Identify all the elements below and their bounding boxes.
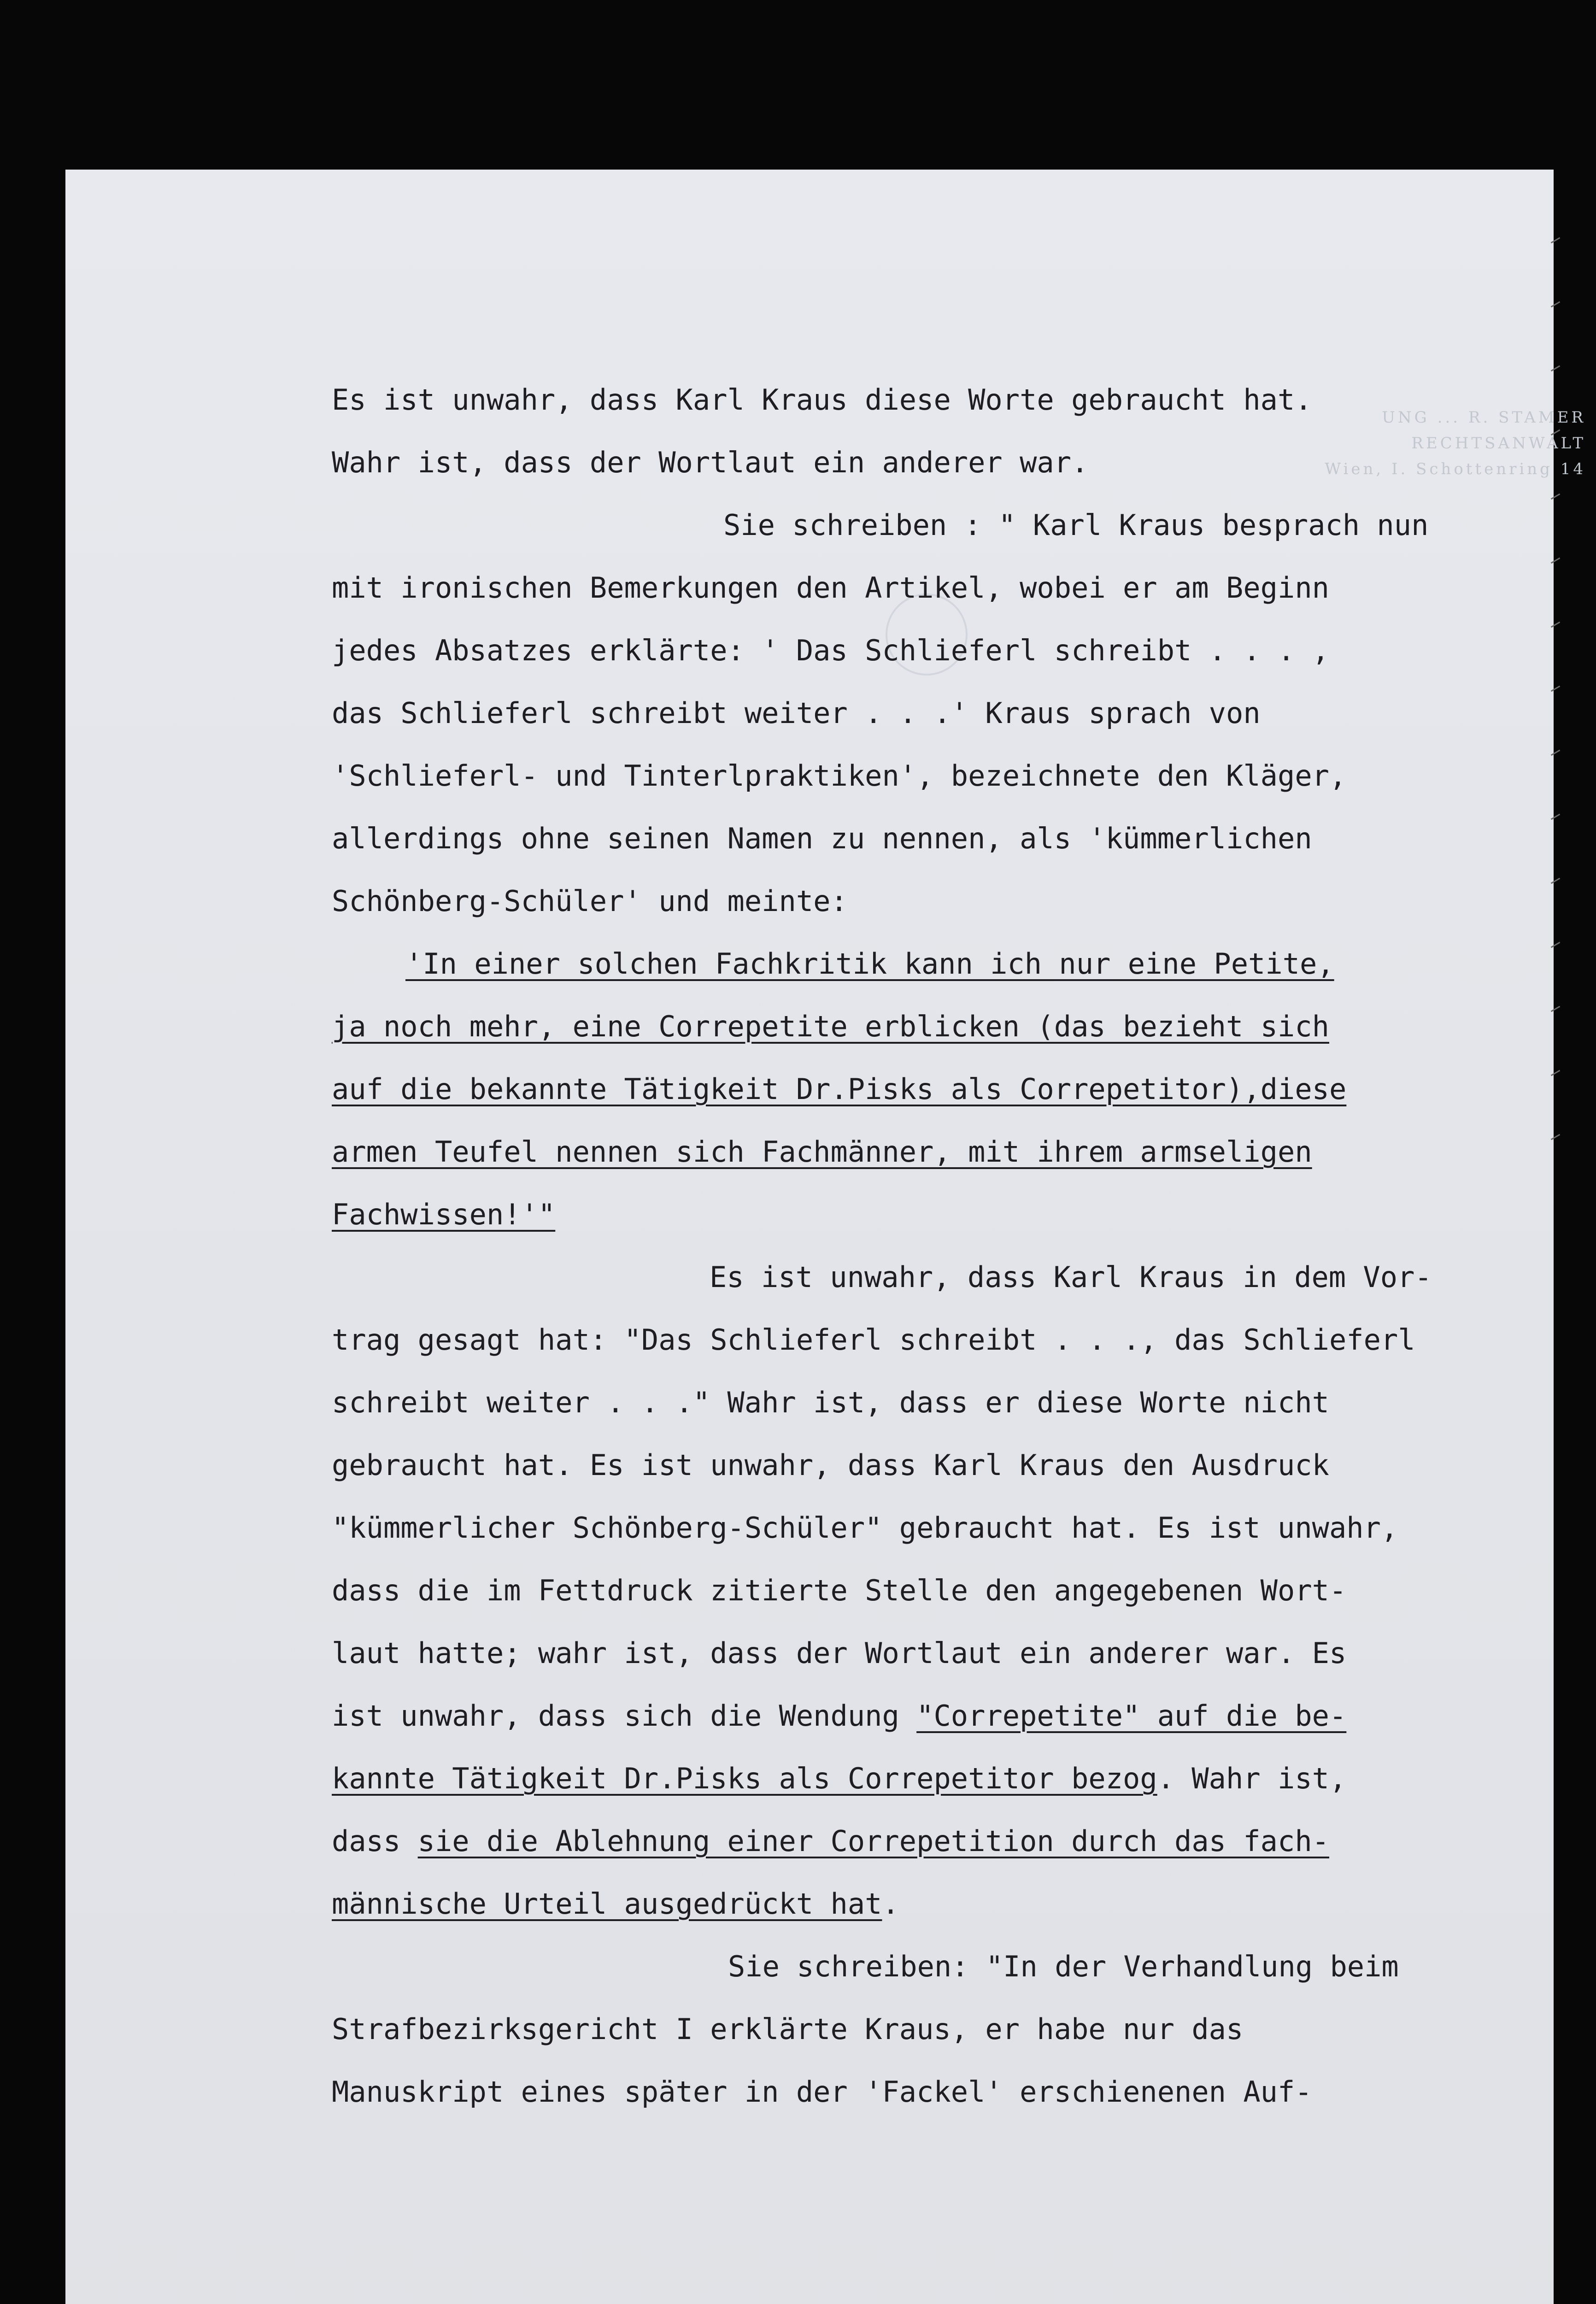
text-line: Wahr ist, dass der Wortlaut ein anderer war.	[332, 446, 1089, 479]
edge-marks	[1550, 240, 1569, 1299]
text-line: Schönberg-Schüler' und meinte:	[332, 884, 848, 918]
quoted-line: 'In einer solchen Fachkritik kann ich nur eine Petite,	[405, 947, 1334, 981]
text-line: schreibt weiter . . ." Wahr ist, dass er diese Worte nicht	[332, 1386, 1329, 1419]
text-line: Strafbezirksgericht I erklärte Kraus, er habe nur das	[332, 2012, 1244, 2046]
text-line: "kümmerlicher Schönberg-Schüler" gebraucht hat. Es ist unwahr,	[332, 1511, 1398, 1545]
text-line: ist unwahr, dass sich die Wendung "Correpetite" auf die be-	[332, 1699, 1347, 1733]
text-line: Sie schreiben : " Karl Kraus besprach nun	[723, 508, 1429, 542]
text-line: trag gesagt hat: "Das Schlieferl schreibt . . ., das Schlieferl	[332, 1323, 1415, 1357]
letterhead-line: UNG ... R. STAMER	[1382, 408, 1586, 427]
text-line: gebraucht hat. Es ist unwahr, dass Karl Kraus den Ausdruck	[332, 1448, 1329, 1482]
quoted-line: Fachwissen!'"	[332, 1198, 556, 1231]
text-line: dass sie die Ablehnung einer Correpetition durch das fach-	[332, 1824, 1329, 1858]
text-line: Manuskript eines später in der 'Fackel' erschienenen Auf-	[332, 2075, 1312, 2109]
typed-text	[332, 369, 1502, 2123]
quoted-line: auf die bekannte Tätigkeit Dr.Pisks als Correpetitor),diese	[332, 1072, 1347, 1106]
underlined-phrase: männische Urteil ausgedrückt hat	[332, 1887, 882, 1921]
text-line: kannte Tätigkeit Dr.Pisks als Correpetitor bezog. Wahr ist,	[332, 1762, 1347, 1795]
text-line: Es ist unwahr, dass Karl Kraus in dem Vor-	[710, 1260, 1432, 1294]
text-line: allerdings ohne seinen Namen zu nennen, als 'kümmerlichen	[332, 822, 1312, 855]
quoted-line: armen Teufel nennen sich Fachmänner, mit ihrem armseligen	[332, 1135, 1312, 1169]
text-line: 'Schlieferl- und Tinterlpraktiken', bezeichnete den Kläger,	[332, 759, 1347, 793]
quoted-line: ja noch mehr, eine Correpetite erblicken (das bezieht sich	[332, 1010, 1329, 1043]
underlined-phrase: kannte Tätigkeit Dr.Pisks als Correpetitor bezog	[332, 1762, 1157, 1795]
underlined-phrase: sie die Ablehnung einer Correpetition durch das fach-	[417, 1824, 1329, 1858]
text-line: mit ironischen Bemerkungen den Artikel, wobei er am Beginn	[332, 571, 1329, 605]
letterhead-line: RECHTSANWALT	[1411, 434, 1586, 453]
text-line: Es ist unwahr, dass Karl Kraus diese Worte gebraucht hat.	[332, 383, 1312, 417]
text-line: dass die im Fettdruck zitierte Stelle den angegebenen Wort-	[332, 1574, 1347, 1607]
letterhead-line: Wien, I. Schottenring 14	[1325, 460, 1586, 478]
text-line: laut hatte; wahr ist, dass der Wortlaut ein anderer war. Es	[332, 1636, 1347, 1670]
text-line: männische Urteil ausgedrückt hat.	[332, 1887, 899, 1921]
text-line: jedes Absatzes erklärte: ' Das Schlieferl schreibt . . . ,	[332, 634, 1329, 667]
underlined-phrase: "Correpetite" auf die be-	[916, 1699, 1347, 1733]
text-line: Sie schreiben: "In der Verhandlung beim	[728, 1950, 1399, 1983]
text-line: das Schlieferl schreibt weiter . . .' Kraus sprach von	[332, 696, 1261, 730]
